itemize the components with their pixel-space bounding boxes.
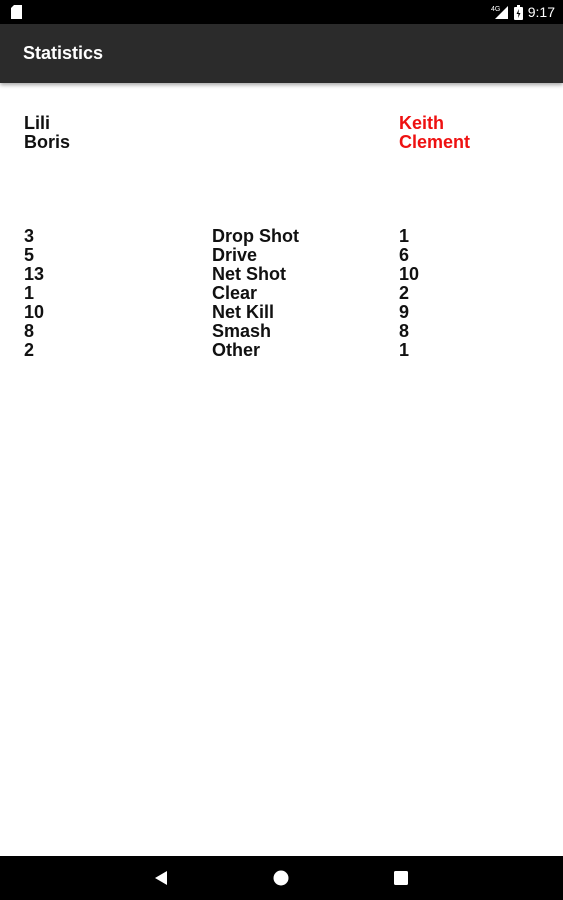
recents-button[interactable]	[371, 856, 431, 900]
home-button[interactable]	[251, 856, 311, 900]
status-time: 9:17	[527, 4, 555, 20]
signal-icon	[491, 5, 509, 19]
stat-value: 8	[24, 321, 35, 341]
status-icons	[491, 3, 555, 21]
stat-value: 8	[399, 321, 410, 341]
stat-category: Smash	[212, 321, 272, 341]
stat-value: 5	[24, 245, 35, 265]
sd-card-icon	[11, 5, 22, 19]
stat-value: 1	[24, 283, 35, 303]
stat-category: Drop Shot	[212, 226, 299, 246]
right-team-values	[399, 227, 419, 360]
home-icon	[273, 870, 289, 886]
player-name: Clement	[399, 132, 471, 152]
stat-categories	[212, 227, 299, 360]
svg-text:4G: 4G	[490, 6, 501, 13]
stat-value: 6	[399, 245, 410, 265]
stat-value: 10	[24, 302, 45, 322]
navigation-bar	[0, 856, 563, 900]
app-bar	[0, 24, 563, 83]
stat-value: 1	[399, 226, 410, 246]
player-name: Boris	[24, 132, 71, 152]
status-bar	[0, 0, 563, 24]
player-name: Lili	[24, 113, 50, 133]
stat-value: 10	[399, 264, 420, 284]
back-icon	[154, 870, 168, 886]
stat-category: Net Kill	[212, 302, 275, 322]
left-team-players	[24, 114, 70, 152]
stat-category: Net Shot	[212, 264, 286, 284]
stat-value: 2	[24, 340, 35, 360]
page-title: Statistics	[23, 43, 104, 63]
right-team-players	[399, 114, 470, 152]
recents-icon	[394, 871, 408, 885]
stat-category: Drive	[212, 245, 258, 265]
back-button[interactable]	[131, 856, 191, 900]
stat-value: 13	[24, 264, 45, 284]
stat-category: Clear	[212, 283, 258, 303]
stat-category: Other	[212, 340, 261, 360]
stat-value: 9	[399, 302, 410, 322]
left-team-values	[24, 227, 44, 360]
stat-value: 2	[399, 283, 410, 303]
battery-icon	[514, 5, 523, 20]
stat-value: 1	[399, 340, 410, 360]
stat-value: 3	[24, 226, 35, 246]
player-name: Keith	[399, 113, 444, 133]
